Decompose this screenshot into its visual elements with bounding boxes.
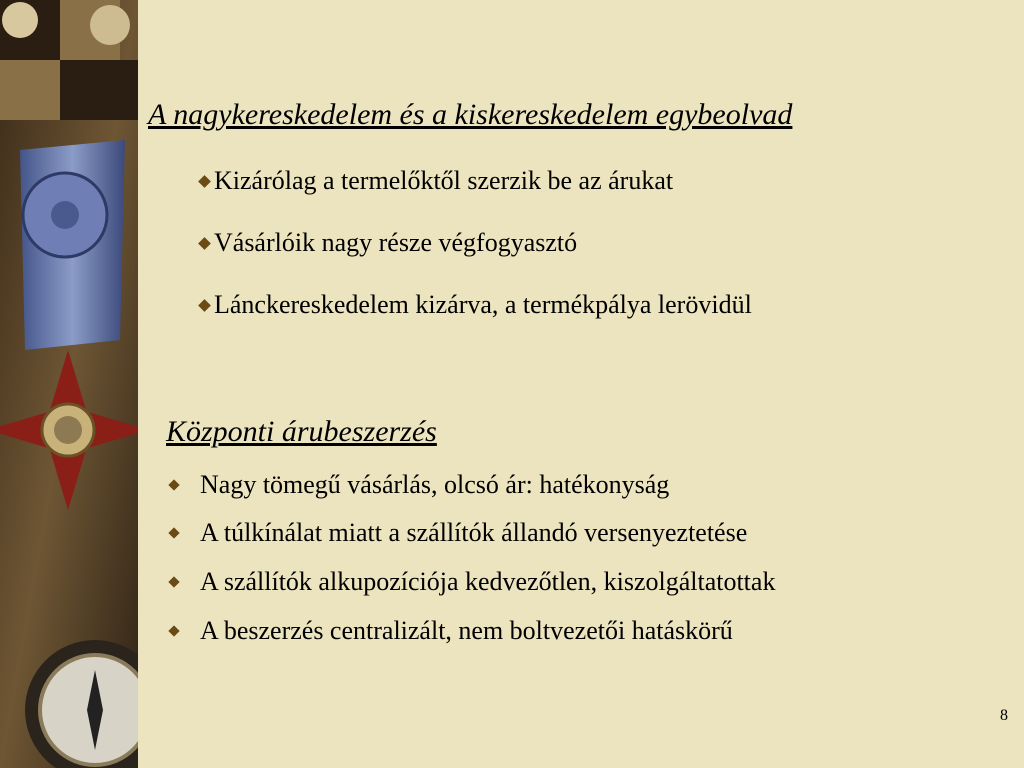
bullet-text: Kizárólag a termelőktől szerzik be az árukat — [214, 166, 674, 195]
bullet-text: A túlkínálat miatt a szállítók állandó versenyeztetése — [200, 518, 748, 547]
list-item — [170, 616, 733, 646]
diamond-bullet-icon — [198, 175, 211, 188]
bullet-text: A beszerzés centralizált, nem boltvezetői hatáskörű — [200, 616, 733, 645]
page-number: 8 — [1000, 707, 1008, 724]
diamond-bullet-icon — [168, 625, 179, 636]
diamond-bullet-icon — [198, 237, 211, 250]
bullet-text: Vásárlóik nagy része végfogyasztó — [214, 228, 578, 257]
list-item — [200, 166, 673, 196]
bullet-text: Lánckereskedelem kizárva, a termékpálya lerövidül — [214, 290, 752, 319]
diamond-bullet-icon — [168, 479, 179, 490]
diamond-bullet-icon — [168, 527, 179, 538]
diamond-bullet-icon — [198, 299, 211, 312]
list-item — [170, 567, 775, 597]
list-item — [200, 228, 577, 258]
bullet-text: Nagy tömegű vásárlás, olcsó ár: hatékonyság — [200, 470, 670, 499]
list-item — [170, 470, 669, 500]
diamond-bullet-icon — [168, 576, 179, 587]
section-heading-2: Központi árubeszerzés — [166, 415, 437, 448]
list-item — [200, 290, 752, 320]
section-heading-1: A nagykereskedelem és a kiskereskedelem egybeolvad — [148, 98, 793, 131]
bullet-text: A szállítók alkupozíciója kedvezőtlen, kiszolgáltatottak — [200, 567, 776, 596]
list-item — [170, 518, 747, 548]
